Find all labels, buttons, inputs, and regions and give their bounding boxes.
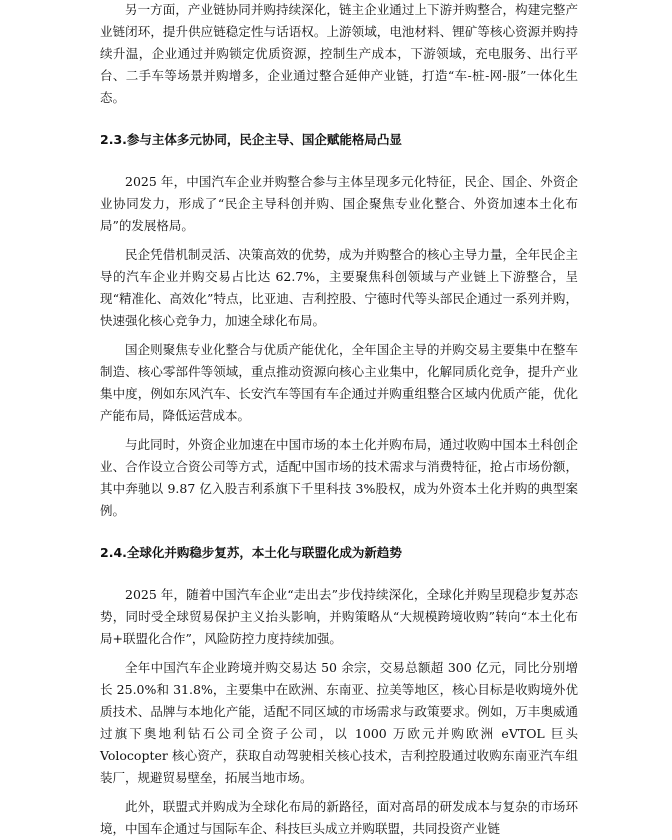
heading-2-4: 2.4.全球化并购稳步复苏，本土化与联盟化成为新趋势 <box>100 545 402 560</box>
paragraph-2-4-overview: 2025 年，随着中国汽车企业“走出去”步伐持续深化，全球化并购呈现稳步复苏态势，同时受全球贸易保护主义抬头影响，并购策略从“大规模跨境收购”转向“本土化布局+联盟化合作”，风险防控力度持续加强。 <box>100 587 578 646</box>
paragraph-2-3-overview: 2025 年，中国汽车企业并购整合参与主体呈现多元化特征，民企、国企、外资企业协同发力，形成了“民企主导科创并购、国企聚焦专业化整合、外资加速本土化布局”的发展格局。 <box>100 174 578 233</box>
paragraph-2-3-state: 国企则聚焦专业化整合与优质产能优化，全年国企主导的并购交易主要集中在整车制造、核心零部件等领域，重点推动资源向核心主业集中，化解同质化竞争，提升产业集中度，例如东风汽车、长安汽车等国有车企通过并购重组整合区域内优质产能，优化产能布局，降低运营成本。 <box>100 342 578 423</box>
paragraph-2-4-alliance: 此外，联盟式并购成为全球化布局的新路径，面对高昂的研发成本与复杂的市场环境，中国车企通过与国际车企、科技巨头成立并购联盟，共同投资产业链 <box>100 799 578 836</box>
document-page <box>100 0 578 840</box>
paragraph-2-3-private: 民企凭借机制灵活、决策高效的优势，成为并购整合的核心主导力量，全年民企主导的汽车企业并购交易占比达 62.7%，主要聚焦科创领域与产业链上下游整合，呈现“精准化、高效化”特点，比亚迪、吉利控股、宁德时代等头部民企通过一系列并购，快速强化核心竞争力，加速全球化布局。 <box>100 247 578 328</box>
paragraph-supply-chain: 另一方面，产业链协同并购持续深化，链主企业通过上下游并购整合，构建完整产业链闭环，提升供应链稳定性与话语权。上游领域，电池材料、锂矿等核心资源并购持续升温，企业通过并购锁定优质资源，控制生产成本，下游领域，充电服务、出行平台、二手车等场景并购增多，企业通过整合延伸产业链，打造“车-桩-网-服”一体化生态。 <box>100 2 578 105</box>
heading-2-3: 2.3.参与主体多元协同，民企主导、国企赋能格局凸显 <box>100 132 402 147</box>
paragraph-2-4-crossborder: 全年中国汽车企业跨境并购交易达 50 余宗，交易总额超 300 亿元，同比分别增长 25.0%和 31.8%，主要集中在欧洲、东南亚、拉美等地区，核心目标是收购境外优质技术、品牌与本地化产能，适配不同区域的市场需求与政策要求。例如，万丰奥威通过旗下奥地利钻石公司全资子公司，以 1000 万欧元并购欧洲 eVTOL 巨头 Volocopter 核心资产，获取自动驾驶相关核心技术，吉利控股通过收购东南亚汽车组装厂，规避贸易壁垒，拓展当地市场。 <box>100 660 578 785</box>
paragraph-2-3-foreign: 与此同时，外资企业加速在中国市场的本土化并购布局，通过收购中国本土科创企业、合作设立合资公司等方式，适配中国市场的技术需求与消费特征，抢占市场份额，其中奔驰以 9.87 亿入股吉利系旗下千里科技 3%股权，成为外资本土化并购的典型案例。 <box>100 437 578 518</box>
